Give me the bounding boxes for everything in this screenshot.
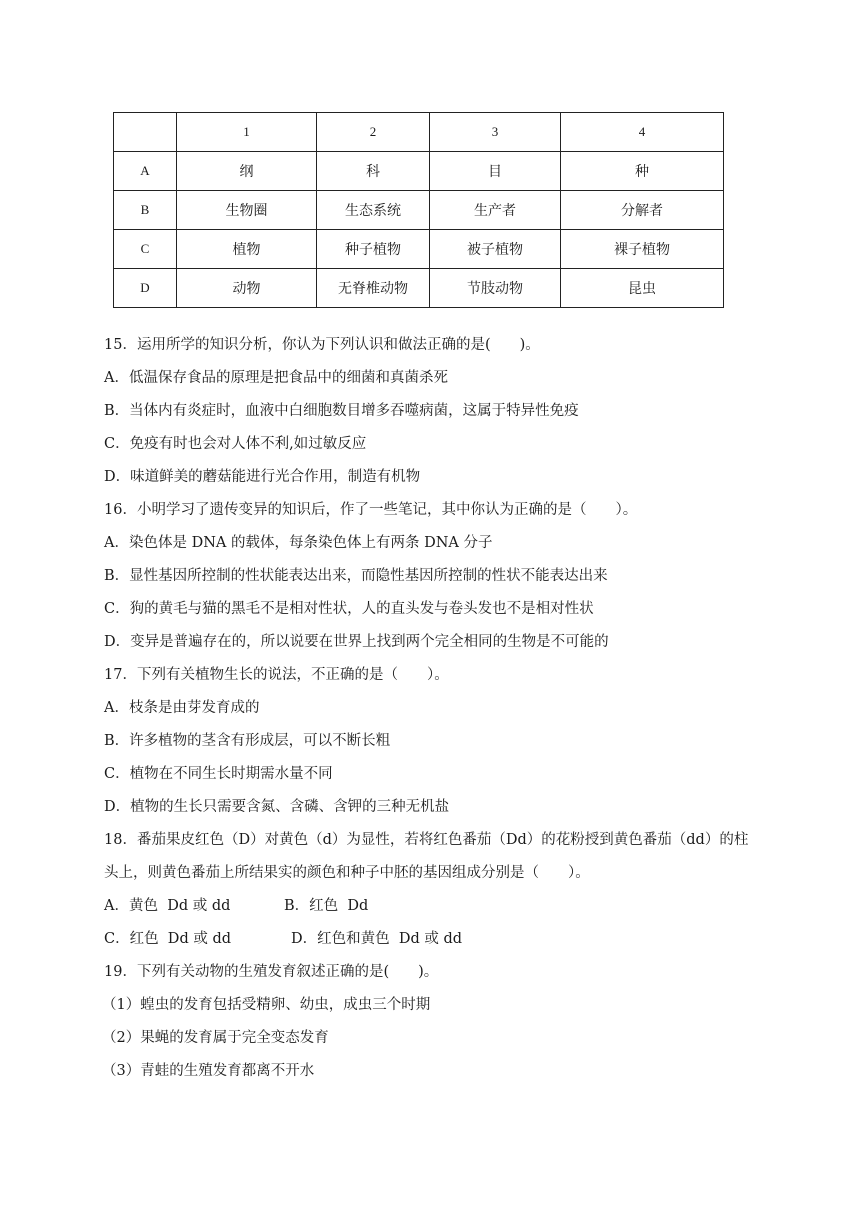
table-row (114, 269, 724, 308)
question-16-option-a: A．染色体是 DNA 的载体，每条染色体上有两条 DNA 分子 (104, 535, 493, 551)
question-16-option-b: B．显性基因所控制的性状能表达出来，而隐性基因所控制的性状不能表达出来 (104, 568, 608, 584)
table-row (114, 191, 724, 230)
row-label: C (114, 230, 177, 269)
table-cell: 种 (561, 152, 724, 191)
question-15-option-b: B．当体内有炎症时，血液中白细胞数目增多吞噬病菌，这属于特异性免疫 (104, 403, 579, 419)
table-header-row (114, 113, 724, 152)
question-19-item-2: （2）果蝇的发育属于完全变态发育 (102, 1030, 329, 1046)
table-cell: 植物 (177, 230, 317, 269)
question-15-option-c: C．免疫有时也会对人体不利,如过敏反应 (104, 436, 367, 452)
question-17-option-d: D．植物的生长只需要含氮、含磷、含钾的三种无机盐 (104, 799, 450, 815)
question-17-stem: 17．下列有关植物生长的说法，不正确的是（ ）。 (104, 667, 449, 683)
question-19-item-1: （1）蝗虫的发育包括受精卵、幼虫，成虫三个时期 (102, 997, 431, 1013)
question-18-stem-line1: 18．番茄果皮红色（D）对黄色（d）为显性，若将红色番茄（Dd）的花粉授到黄色番茄（dd）的柱 (104, 832, 749, 848)
question-17-option-b: B．许多植物的茎含有形成层，可以不断长粗 (104, 733, 391, 749)
table-cell: 裸子植物 (561, 230, 724, 269)
table-cell: 生态系统 (317, 191, 430, 230)
row-label: D (114, 269, 177, 308)
table-cell: 动物 (177, 269, 317, 308)
table-cell: 科 (317, 152, 430, 191)
question-18-option-b: B．红色 Dd (284, 898, 369, 914)
row-label: B (114, 191, 177, 230)
table-cell: 生物圈 (177, 191, 317, 230)
question-18-option-d: D．红色和黄色 Dd 或 dd (291, 931, 463, 947)
question-19-item-3: （3）青蛙的生殖发育都离不开水 (102, 1063, 315, 1079)
table-cell: 昆虫 (561, 269, 724, 308)
table-header-cell: 2 (317, 113, 430, 152)
question-15-option-d: D．味道鲜美的蘑菇能进行光合作用，制造有机物 (104, 469, 421, 485)
table-cell: 生产者 (430, 191, 561, 230)
row-label: A (114, 152, 177, 191)
question-16-option-d: D．变异是普遍存在的，所以说要在世界上找到两个完全相同的生物是不可能的 (104, 634, 609, 650)
table-header-cell: 1 (177, 113, 317, 152)
question-18-option-c: C．红色 Dd 或 dd (104, 931, 232, 947)
question-15-stem: 15．运用所学的知识分析，你认为下列认识和做法正确的是( )。 (104, 337, 540, 353)
question-18-stem-line2: 头上，则黄色番茄上所结果实的颜色和种子中胚的基因组成分别是（ ）。 (104, 865, 590, 881)
table-cell: 种子植物 (317, 230, 430, 269)
table-header-cell: 4 (561, 113, 724, 152)
table-row (114, 152, 724, 191)
table-cell: 节肢动物 (430, 269, 561, 308)
table-header-cell: 3 (430, 113, 561, 152)
question-15-option-a: A．低温保存食品的原理是把食品中的细菌和真菌杀死 (104, 370, 448, 386)
table-cell: 分解者 (561, 191, 724, 230)
table-cell: 目 (430, 152, 561, 191)
question-19-stem: 19．下列有关动物的生殖发育叙述正确的是( )。 (104, 964, 439, 980)
table-cell: 纲 (177, 152, 317, 191)
question-17-option-a: A．枝条是由芽发育成的 (104, 700, 260, 716)
classification-table (113, 112, 724, 308)
table-cell: 被子植物 (430, 230, 561, 269)
question-17-option-c: C．植物在不同生长时期需水量不同 (104, 766, 333, 782)
question-18-option-a: A．黄色 Dd 或 dd (104, 898, 231, 914)
table-cell (114, 113, 177, 152)
question-16-option-c: C．狗的黄毛与猫的黑毛不是相对性状，人的直头发与卷头发也不是相对性状 (104, 601, 594, 617)
table-row (114, 230, 724, 269)
table-cell: 无脊椎动物 (317, 269, 430, 308)
question-16-stem: 16．小明学习了遗传变异的知识后，作了一些笔记，其中你认为正确的是（ ）。 (104, 502, 638, 518)
